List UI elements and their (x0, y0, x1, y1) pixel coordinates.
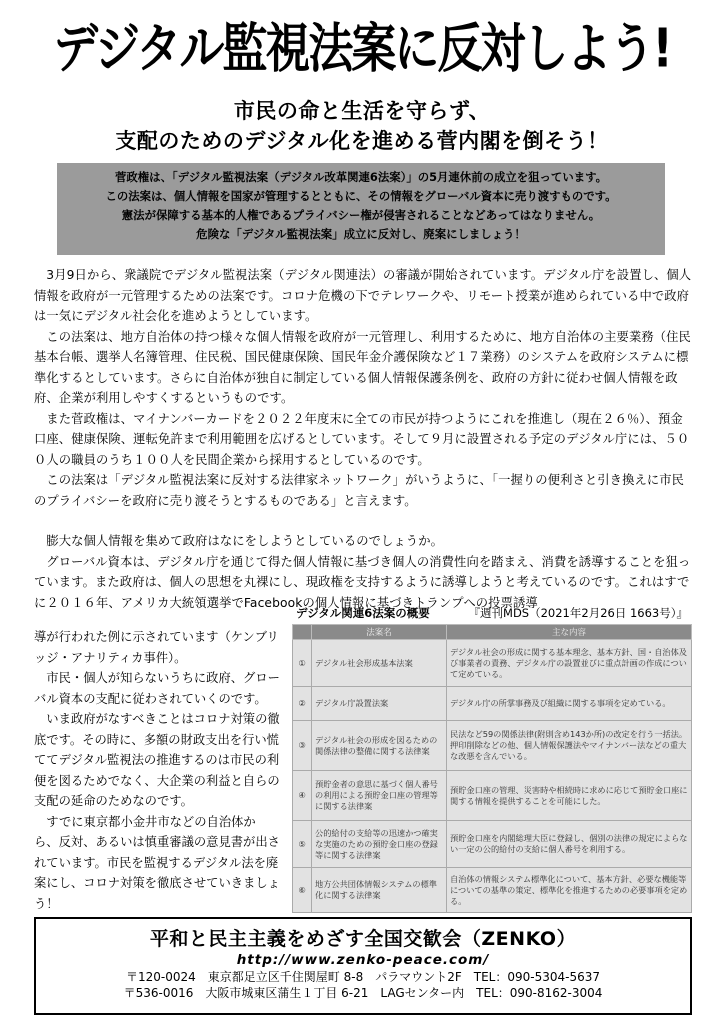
table-cell-content: デジタル庁の所掌事務及び組織に関する事項を定めている。 (447, 687, 692, 721)
paragraph-6-continued: 導が行われた例に示されています（ケンブリッジ・アナリティカ事件）。 (34, 630, 279, 665)
table-source: 『週刊MDS（2021年2月26日 1663号）』 (468, 606, 688, 620)
paragraph-5: 膨大な個人情報を集めて政府はなにをしようとしているのでしょうか。 (46, 534, 443, 548)
organization-name: 平和と民主主義をめざす全国交歓会（ZENKO） (149, 928, 577, 950)
table-header-row (293, 625, 692, 640)
table-cell-number: ⑤ (293, 821, 312, 868)
subtitle-line-2: 支配のためのデジタル化を進める菅内閣を倒そう！ (115, 129, 609, 153)
table-row (293, 721, 692, 771)
table-cell-bill-name: 公的給付の支給等の迅速かつ確実な実施のための預貯金口座の登録等に関する法律案 (312, 821, 447, 868)
summary-line-2: この法案は、個人情報を国家が管理するとともに、その情報をグローバル資本に売り渡すものです。 (105, 189, 617, 203)
bill-summary-table (292, 624, 692, 913)
paragraph-4: この法案は「デジタル監視法案に反対する法律家ネットワーク」がいうように、「一握りの便利さと引き換えに市民のプライバシーを政府に売り渡そうとするものである」と言えます。 (34, 473, 685, 508)
table-header-cell (293, 625, 312, 640)
page-title: デジタル監視法案に反対しよう! (53, 17, 671, 80)
table-row (293, 771, 692, 821)
summary-line-1: 菅政権は、「デジタル監視法案（デジタル改革関連6法案）」の5月連休前の成立を狙っています。 (115, 170, 607, 184)
table-caption (292, 600, 692, 624)
subtitle (0, 96, 724, 156)
table-cell-content: デジタル社会の形成に関する基本理念、基本方針、国・自治体及び事業者の責務、デジタル庁の設置並びに重点計画の作成について定めている。 (447, 640, 692, 687)
table-cell-number: ① (293, 640, 312, 687)
paragraph-1: 3月9日から、衆議院でデジタル監視法案（デジタル関連法）の審議が開始されています。デジタル庁を設置し、個人情報を政府が一元管理するための法案です。コロナ危機の下でテレワークや、リモート授業が進められている中で政府は一気にデジタル社会化を進めようとしています。 (34, 268, 692, 323)
subtitle-line-1: 市民の命と生活を守らず、 (233, 99, 491, 123)
table-cell-content: 民法など59の関係法律(附則含め143か所)の改定を行う一括法。押印削除などの他、個人情報保護法やマイナンバー法などの重大な改悪を含んでいる。 (447, 721, 692, 771)
table-cell-bill-name: 地方公共団体情報システムの標準化に関する法律案 (312, 868, 447, 913)
table-row (293, 687, 692, 721)
table-cell-number: ⑥ (293, 868, 312, 913)
footer-box (34, 917, 692, 1015)
paragraph-6: グローバル資本は、デジタル庁を通じて得た個人情報に基づき個人の消費性向を踏まえ、消費を誘導することを狙っています。また政府は、個人の思想を丸裸にし、現政権を支持するように誘導しようと考えているのです。これはすでに２０１６年、アメリカ大統領選挙でFacebookの個人情報に基づきトランプへの投票誘導 (34, 554, 691, 610)
table-title: デジタル関連6法案の概要 (296, 606, 430, 620)
address-osaka: 〒536-0016 大阪市城東区蒲生１丁目 6-21 LAGセンター内 TEL：090-8162-3004 (123, 986, 603, 1000)
table-cell-content: 預貯金口座を内閣総理大臣に登録し、個別の法律の規定によらない一定の公的給付の支給に個人番号を利用する。 (447, 821, 692, 868)
table-cell-number: ④ (293, 771, 312, 821)
table-cell-bill-name: デジタル庁設置法案 (312, 687, 447, 721)
summary-line-4: 危険な「デジタル監視法案」成立に反対し、廃案にしましょう！ (196, 227, 526, 241)
table-row (293, 821, 692, 868)
summary-line-3: 憲法が保障する基本的人権であるプライバシー権が侵害されることなどあってはなりません。 (121, 208, 601, 222)
bill-summary-table-image (292, 624, 692, 912)
paragraph-8: いま政府がなすべきことはコロナ対策の徹底です。その時に、多額の財政支出を行い慌ててデジタル監視法の推進するのは市民の利便を図るためでなく、大企業の利益と自らの支配の延命のためなのです。 (34, 712, 280, 808)
paragraph-gap (34, 511, 694, 531)
table-cell-number: ② (293, 687, 312, 721)
table-header-cell: 法案名 (312, 625, 447, 640)
address-tokyo: 〒120-0024 東京都足立区千住関屋町 8-8 パラマウント2F TEL：090-5304-5637 (126, 970, 600, 984)
website-link[interactable]: http://www.zenko-peace.com/ (236, 952, 490, 968)
left-column (34, 627, 280, 914)
paragraph-7: 市民・個人が知らないうちに政府、グローバル資本の支配に従わされていくのです。 (34, 671, 280, 706)
table-row (293, 640, 692, 687)
table-cell-number: ③ (293, 721, 312, 771)
paragraph-9: すでに東京都小金井市などの自治体から、反対、あるいは慎重審議の意見書が出されています。市民を監視するデジタル法を廃案にし、コロナ対策を徹底させていきましょう！ (34, 814, 280, 911)
table-header-cell: 主な内容 (447, 625, 692, 640)
table-cell-content: 自治体の情報システム標準化について、基本方針、必要な機能等についての基準の策定、標準化を推進するための必要事項を定める。 (447, 868, 692, 913)
table-cell-bill-name: デジタル社会の形成を図るための関係法律の整備に関する法律案 (312, 721, 447, 771)
summary-box (57, 163, 665, 255)
table-row (293, 868, 692, 913)
paragraph-2: この法案は、地方自治体の持つ様々な個人情報を政府が一元管理し、利用するために、地方自治体の主要業務（住民基本台帳、選挙人名簿管理、住民税、国民健康保険、国民年金介護保険など１７業務）のシステムを政府システムに標準化するとしています。さらに自治体が独自に制定している個人情報保護条例を、政府の方針に従わせ個人情報を政府、企業が利用しやすくするというものです。 (34, 329, 691, 405)
table-cell-content: 預貯金口座の管理、災害時や相続時に求めに応じて預貯金口座に関する情報を提供することを可能にした。 (447, 771, 692, 821)
paragraph-3: また菅政権は、マイナンバーカードを２０２２年度末に全ての市民が持つようにこれを推進し（現在２６％）、預金口座、健康保険、運転免許まで利用範囲を広げるとしています。そして９月に設置される予定のデジタル庁には、５００人の職員のうち１００人を民間企業から採用するとしているのです。 (34, 411, 690, 467)
article-body (34, 265, 694, 613)
table-cell-bill-name: デジタル社会形成基本法案 (312, 640, 447, 687)
table-cell-bill-name: 預貯金者の意思に基づく個人番号の利用による預貯金口座の管理等に関する法律案 (312, 771, 447, 821)
